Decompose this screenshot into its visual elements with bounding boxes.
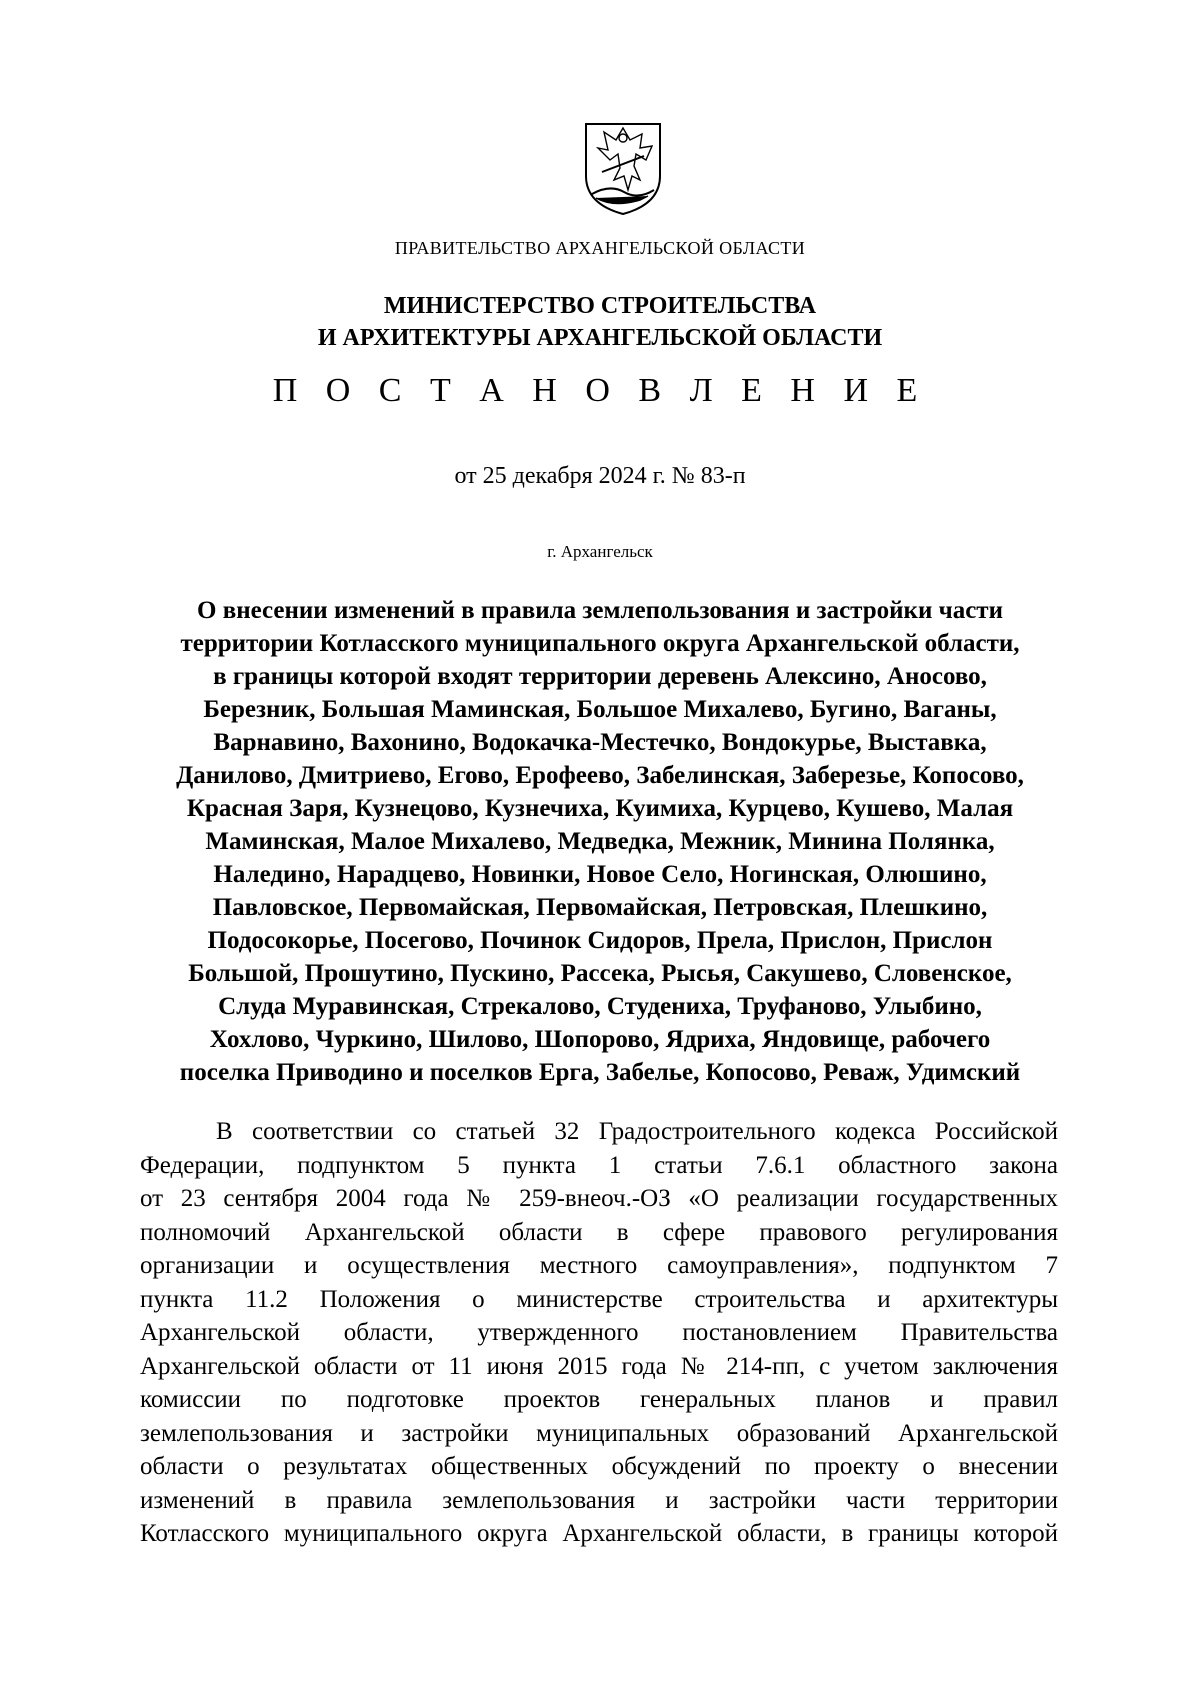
title-line: Березник, Большая Маминская, Большое Михалево, Бугино, Ваганы, <box>203 696 997 723</box>
body-line: землепользования и застройки муниципальных образований Архангельской <box>140 1419 1058 1447</box>
document-type: П О С Т А Н О В Л Е Н И Е <box>272 372 928 409</box>
body-paragraph <box>140 1115 1058 1551</box>
title-line: Павловское, Первомайская, Первомайская, Петровская, Плешкино, <box>212 894 988 921</box>
ministry-line: И АРХИТЕКТУРЫ АРХАНГЕЛЬСКОЙ ОБЛАСТИ <box>317 325 883 351</box>
title-line: Наледино, Нарадцево, Новинки, Новое Село, Ногинская, Олюшино, <box>213 861 987 888</box>
body-line: от 23 сентября 2004 года № 259-внеоч.-ОЗ «О реализации государственных <box>140 1185 1058 1212</box>
body-line: полномочий Архангельской области в сфере правового регулирования <box>140 1218 1058 1246</box>
body-line: Архангельской области, утвержденного постановлением Правительства <box>140 1319 1058 1346</box>
title-line: в границы которой входят территории деревень Алексино, Аносово, <box>213 663 987 690</box>
coat-of-arms-icon <box>580 118 666 218</box>
title-line: Варнавино, Вахонино, Водокачка-Местечко, Вондокурье, Выставка, <box>213 729 987 756</box>
body-line: Архангельской области от 11 июня 2015 года № 214-пп, с учетом заключения <box>140 1352 1058 1380</box>
title-line: О внесении изменений в правила землепользования и застройки части <box>197 597 1003 624</box>
body-line: Котласского муниципального округа Архангельской области, в границы которой <box>140 1520 1058 1547</box>
document-city: г. Архангельск <box>547 542 653 561</box>
title-line: Данилово, Дмитриево, Егово, Ерофеево, Забелинская, Заберезье, Копосово, <box>176 762 1024 789</box>
title-line: Слуда Муравинская, Стрекалово, Студениха, Труфаново, Улыбино, <box>218 993 982 1020</box>
body-line: области о результатах общественных обсуждений по проекту о внесении <box>140 1453 1058 1480</box>
title-line: Большой, Прошутино, Пускино, Рассека, Рысья, Сакушево, Словенское, <box>188 960 1012 987</box>
body-line: организации и осуществления местного самоуправления», подпунктом 7 <box>140 1252 1058 1279</box>
title-line: Маминская, Малое Михалево, Медведка, Межник, Минина Полянка, <box>205 828 995 855</box>
body-line: пункта 11.2 Положения о министерстве строительства и архитектуры <box>140 1285 1058 1313</box>
body-line: В соответствии со статьей 32 Градостроительного кодекса Российской <box>216 1118 1058 1145</box>
body-line: комиссии по подготовке проектов генеральных планов и правил <box>140 1386 1058 1413</box>
ministry-line: МИНИСТЕРСТВО СТРОИТЕЛЬСТВА <box>383 293 817 319</box>
ministry-name <box>0 290 1200 354</box>
title-line: поселка Приводино и поселков Ерга, Забелье, Копосово, Реваж, Удимский <box>179 1059 1021 1086</box>
body-line: изменений в правила землепользования и застройки части территории <box>140 1486 1058 1514</box>
title-line: территории Котласского муниципального округа Архангельской области, <box>180 630 1020 657</box>
document-date-number: от 25 декабря 2024 г. № 83-п <box>454 463 746 489</box>
body-line: Федерации, подпунктом 5 пункта 1 статьи 7.6.1 областного закона <box>140 1151 1058 1179</box>
document-title <box>140 594 1060 1089</box>
title-line: Хохлово, Чуркино, Шилово, Шопорово, Ядриха, Яндовище, рабочего <box>209 1026 991 1053</box>
title-line: Подосокорье, Посегово, Починок Сидоров, Прела, Прислон, Прислон <box>207 927 993 954</box>
government-name: ПРАВИТЕЛЬСТВО АРХАНГЕЛЬСКОЙ ОБЛАСТИ <box>394 238 806 258</box>
title-line: Красная Заря, Кузнецово, Кузнечиха, Куимиха, Курцево, Кушево, Малая <box>186 795 1014 822</box>
